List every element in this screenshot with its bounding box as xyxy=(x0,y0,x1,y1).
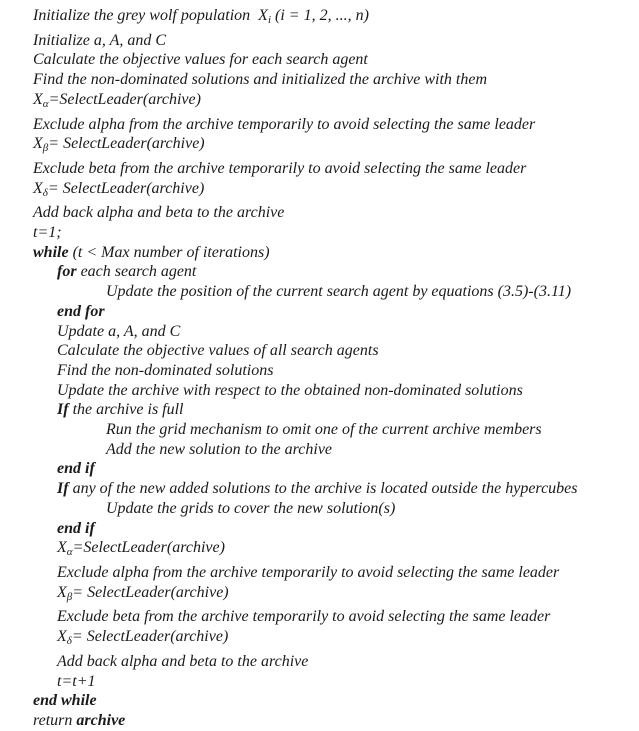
code-text: Update a, A, and C xyxy=(57,322,181,340)
pseudocode-line xyxy=(0,70,639,90)
code-text: Exclude alpha from the archive temporarily to avoid selecting the same leader xyxy=(33,115,536,133)
subscript-text: i xyxy=(267,14,271,26)
code-text: Run the grid mechanism to omit one of the current archive members xyxy=(106,421,542,439)
subscript-text: β xyxy=(42,142,49,155)
pseudocode-line xyxy=(0,538,639,563)
pseudocode-line xyxy=(0,302,639,322)
keyword-text: end while xyxy=(33,692,97,710)
subscript-text: α xyxy=(42,97,49,110)
pseudocode-line xyxy=(0,583,639,608)
pseudocode-line xyxy=(0,499,639,519)
pseudocode-line xyxy=(0,341,639,361)
pseudocode-line xyxy=(0,203,639,223)
code-text: Add back alpha and beta to the archive xyxy=(33,204,285,222)
pseudocode-line xyxy=(0,322,639,342)
pseudocode-line xyxy=(0,400,639,420)
code-text: Add back alpha and beta to the archive xyxy=(57,652,309,670)
code-text: return xyxy=(33,711,77,729)
pseudocode-line xyxy=(0,159,639,179)
subscript-text: α xyxy=(66,546,73,559)
code-text: Update the archive with respect to the obtained non-dominated solutions xyxy=(57,381,523,399)
keyword-text: archive xyxy=(76,711,126,729)
code-text: each search agent xyxy=(80,263,197,281)
code-text: Update the position of the current search agent by equations (3.5)-(3.11) xyxy=(106,283,572,301)
keyword-text: while xyxy=(33,243,73,261)
pseudocode-line xyxy=(0,563,639,583)
pseudocode-line xyxy=(0,672,639,692)
code-text: Initialize a, A, and C xyxy=(33,31,167,49)
pseudocode-line xyxy=(0,115,639,135)
code-text: (t < Max number of iterations) xyxy=(72,243,270,261)
keyword-text: If xyxy=(57,480,73,498)
code-text: t=t+1 xyxy=(57,672,96,690)
code-text: any of the new added solutions to the archive is located outside the hypercubes xyxy=(72,480,578,498)
keyword-text: end for xyxy=(57,302,105,320)
pseudocode-line xyxy=(0,90,639,115)
code-text: =SelectLeader(archive) xyxy=(48,90,201,108)
pseudocode-line xyxy=(0,361,639,381)
keyword-text: end if xyxy=(57,519,95,537)
pseudocode-line xyxy=(0,519,639,539)
code-text: X xyxy=(33,135,43,153)
code-text: Exclude alpha from the archive temporarily to avoid selecting the same leader xyxy=(57,563,560,581)
code-text: = SelectLeader(archive) xyxy=(72,583,229,601)
code-text: Find the non-dominated solutions xyxy=(57,361,274,379)
pseudocode-line xyxy=(0,711,639,731)
code-text: Calculate the objective values of all search agents xyxy=(57,342,379,360)
pseudocode-line xyxy=(0,243,639,263)
pseudocode-line xyxy=(0,420,639,440)
pseudocode-line xyxy=(0,50,639,70)
code-text: X xyxy=(57,539,67,557)
pseudocode-line xyxy=(0,607,639,627)
pseudocode-line xyxy=(0,179,639,204)
code-text: Update the grids to cover the new solution(s) xyxy=(106,499,396,517)
subscript-text: δ xyxy=(42,186,48,199)
code-text: Exclude beta from the archive temporarily to avoid selecting the same leader xyxy=(33,159,527,177)
code-text: Calculate the objective values for each search agent xyxy=(33,51,368,69)
code-text: X xyxy=(57,583,67,601)
code-text: X xyxy=(33,179,43,197)
pseudocode-line xyxy=(0,262,639,282)
pseudocode-line xyxy=(0,282,639,302)
subscript-text: δ xyxy=(66,635,72,648)
pseudocode-line xyxy=(0,223,639,243)
code-text: t=1; xyxy=(33,224,62,242)
code-text: = SelectLeader(archive) xyxy=(47,179,205,197)
code-text: X xyxy=(57,628,67,646)
pseudocode-line xyxy=(0,134,639,159)
keyword-text: If xyxy=(57,401,73,419)
pseudocode-block xyxy=(0,6,639,731)
pseudocode-line xyxy=(0,459,639,479)
pseudocode-line xyxy=(0,6,639,31)
code-text: X xyxy=(33,90,43,108)
keyword-text: for xyxy=(57,263,81,281)
code-text: Add the new solution to the archive xyxy=(106,440,333,458)
code-text: =SelectLeader(archive) xyxy=(72,539,225,557)
code-text: (i = 1, 2, ..., n) xyxy=(271,7,369,24)
code-text: = SelectLeader(archive) xyxy=(48,135,205,153)
code-text: the archive is full xyxy=(72,401,184,419)
subscript-text: β xyxy=(66,590,73,603)
pseudocode-line xyxy=(0,31,639,51)
code-text: Initialize the grey wolf population X xyxy=(33,7,268,24)
pseudocode-line xyxy=(0,652,639,672)
keyword-text: end if xyxy=(57,460,95,478)
code-text: Exclude beta from the archive temporarily to avoid selecting the same leader xyxy=(57,608,551,626)
pseudocode-line xyxy=(0,381,639,401)
pseudocode-line xyxy=(0,440,639,460)
pseudocode-line xyxy=(0,479,639,499)
code-text: Find the non-dominated solutions and initialized the archive with them xyxy=(33,71,488,89)
pseudocode-line xyxy=(0,691,639,711)
pseudocode-line xyxy=(0,627,639,652)
code-text: = SelectLeader(archive) xyxy=(71,628,229,646)
